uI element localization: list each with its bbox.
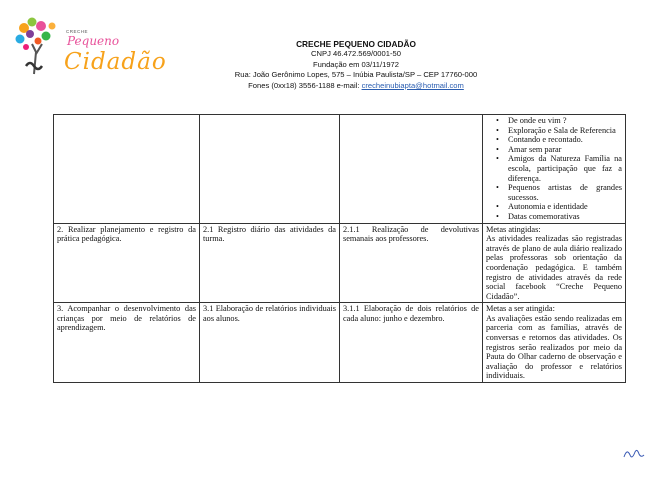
letterhead	[0, 0, 651, 100]
goal-cell	[483, 223, 626, 303]
org-phone: Fones (0xx18) 3556-1188 e-mail:	[248, 80, 362, 90]
topics-cell	[483, 115, 626, 224]
goal-cell	[483, 303, 626, 383]
org-address: Rua: João Gerônimo Lopes, 575 – Inúbia Paulista/SP – CEP 17760-000	[234, 70, 478, 80]
creche-logo	[12, 14, 167, 94]
list-item: • Pequenos artistas de grandes sucessos.	[508, 183, 622, 202]
table-row	[54, 303, 626, 383]
org-name: CRECHE PEQUENO CIDADÃO	[296, 39, 416, 49]
topics-list	[486, 116, 622, 222]
logo-word-pequeno: Pequeno	[67, 34, 120, 48]
list-item: • Contando e recontado.	[508, 135, 622, 145]
list-item: • Autonomia e identidade	[508, 202, 622, 212]
goal-title: Metas atingidas:	[486, 224, 541, 234]
objective-cell: 2. Realizar planejamento e registro da prática pedagógica.	[54, 223, 200, 303]
list-item: • Amigos da Natureza Família na escola, participação que faz a diferença.	[508, 154, 622, 183]
objective-cell: 3. Acompanhar o desenvolvimento das crianças por meio de relatórios de aprendizagem.	[54, 303, 200, 383]
action-cell: 3.1 Elaboração de relatórios individuais aos alunos.	[200, 303, 340, 383]
logo-small-text: CRECHE	[66, 29, 89, 34]
table-cell	[200, 115, 340, 224]
organization-info	[196, 39, 516, 91]
list-item: • De onde eu vim ?	[508, 116, 622, 126]
list-item: • Exploração e Sala de Referencia	[508, 126, 622, 136]
logo-word-cidadao: Cidadão	[64, 49, 167, 75]
action-cell: 2.1 Registro diário das atividades da turma.	[200, 223, 340, 303]
org-email-link[interactable]: crecheinubiapta@hotmail.com	[361, 80, 464, 90]
plan-table	[53, 114, 626, 383]
goal-text: As atividades realizadas são registradas através de plano de aula diário realizado pelas professoras sob orientação da coordenação pedagógica. E também registro de atividades através da rede social facebook “Creche Pequeno Cidadão”.	[486, 234, 622, 301]
signature-mark-icon	[622, 445, 646, 463]
table-cell	[54, 115, 200, 224]
table-row	[54, 223, 626, 303]
org-founded: Fundação em 03/11/1972	[313, 59, 399, 69]
table-row	[54, 115, 626, 224]
table-cell	[340, 115, 483, 224]
goal-text: As avaliações estão sendo realizadas em parceria com as famílias, através de conversas e retornos das atividades. Os registros serão realizados por meio da Pauta do Olhar caderno de observação e avaliação do professor e relatórios individuais.	[486, 313, 622, 381]
org-contact	[196, 81, 516, 91]
org-cnpj: CNPJ 46.472.569/0001-50	[311, 49, 401, 59]
goal-title: Metas a ser atingida:	[486, 304, 555, 314]
list-item: • Datas comemorativas	[508, 212, 622, 222]
task-cell: 2.1.1 Realização de devolutivas semanais aos professores.	[340, 223, 483, 303]
task-cell: 3.1.1 Elaboração de dois relatórios de cada aluno: junho e dezembro.	[340, 303, 483, 383]
list-item: • Amar sem parar	[508, 145, 622, 155]
